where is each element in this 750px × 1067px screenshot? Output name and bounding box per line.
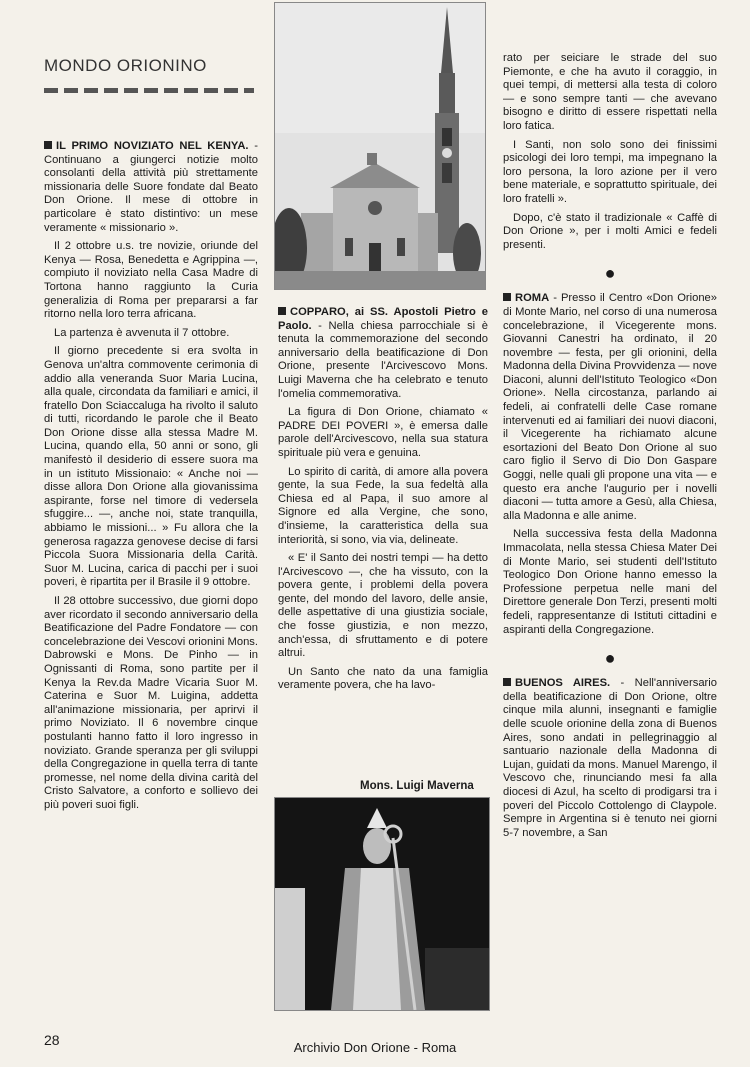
copparo-continued-2: I Santi, non solo sono dei finissimi psicologi dei loro tempi, ma impegnano la loro persona, la loro azione per il vero bene materiale, e soprattutto spirituale, dei loro fratelli ».	[503, 138, 717, 205]
kenya-paragraph-2: Il 2 ottobre u.s. tre novizie, oriunde del Kenya — Rosa, Benedetta e Agrippina —, compiuto il noviziato nella Casa Madre di Tortona hanno raggiunto la Curia generalizia di Roma per prepararsi a far ritorno nella loro terra africana.	[44, 240, 258, 321]
section-divider	[44, 88, 254, 93]
copparo-paragraph-4: « E' il Santo dei nostri tempi — ha detto l'Arcivescovo —, che ha vissuto, con la povera gente, i problemi della povera gente, del mondo del lavoro, delle ansie, delle aspettative di una giustizia sociale, che fosse giustizia, e non mezzo, anch'essa, di sfruttamento e di potere altrui.	[278, 552, 488, 660]
column-3	[503, 52, 717, 845]
kenya-lead: IL PRIMO NOVIZIATO NEL KENYA.	[56, 140, 249, 152]
kenya-paragraph-3: La partenza è avvenuta il 7 ottobre.	[54, 326, 230, 339]
kenya-paragraph-4: Il giorno precedente si era svolta in Genova un'altra commovente cerimonia di addio alla veneranda Suor Maria Lucina, alla quale, circondata da familiari e amici, il fratello Don Sciaccaluga ha rivolto il saluto di tutti, ricordando le parole che il Beato Don Orione disse alla stessa Madre M. Lucina, quando ella, 50 anni or sono, gli manifestò il desiderio di essere suora ma in un istituto Missionaio: « Anche noi — disse allora Don Orione alla giovanissima aspirante, forse nel timore di vedersela sfuggire... —, anche noi, state tranquilla, abbiamo le missioni... » Fu allora che la generosa ragazza genovese decise di farsi Piccola Suora Missionaria della Carità. Suor M. Lucina, carica di pacchi per i suoi poveri, è ripartita per il Brasile il 9 ottobre.	[44, 345, 258, 589]
kenya-paragraph-5: Il 28 ottobre successivo, due giorni dopo aver ricordato il secondo anniversario della Beatificazione del Padre Fondatore — con concelebrazione dei Vescovi orionini Mons. Dabrowski e Mons. De Pinho — in Ognissanti di Roma, sono partite per il Kenya la Rev.da Madre Vicaria Suor M. Caterina e Suor M. Luigina, addetta all'animazione missionaria, per aprirvi il primo Noviziato. Il 6 novembre cinque postulanti hanno fatto il loro ingresso in noviziato. Grande speranza per gli sviluppi della Congregazione in quella terra di tante promesse, nel nome della divina carità del Cristo Salvatore, a conforto e sollievo dei più poveri suoi figli.	[44, 595, 258, 811]
square-bullet-icon	[44, 141, 52, 149]
church-illustration	[275, 3, 485, 289]
roma-paragraph-2: Nella successiva festa della Madonna Immacolata, nella stessa Chiesa Mater Dei di Monte Mario, sei studenti dell'Istituto Teologico Don Orione hanno emesso la Professione perpetua nelle mani del Direttore generale Don Terzi, presenti molti fedeli, rappresentanze di Istituti cittadini e aspiranti della Congregazione.	[503, 528, 717, 636]
buenos-aires-lead: BUENOS AIRES.	[515, 677, 611, 690]
square-bullet-icon	[278, 307, 286, 315]
column-1	[44, 140, 258, 818]
buenos-aires-paragraph: BUENOS AIRES. - Nell'anniversario della beatificazione di Don Orione, oltre cinque mila alunni, insegnanti e famiglie delle scuole orionine della zona di Buenos Aires, sono andati in pellegrinaggio al santuario nazionale della Madonna di Lujan, guidati da mons. Manuel Marengo, il Vescovo che, rinunciando mesi fa alla diocesi di Azul, ha scelto di prodigarsi tra i poveri del Piccolo Cottolengo di Claypole. Sempre in Argentina si è tenuto nei giorni 5-7 novembre, a San	[503, 677, 717, 839]
page-number: 28	[44, 1032, 60, 1048]
copparo-paragraph-2: La figura di Don Orione, chiamato « PADRE DEI POVERI », è emersa dalle parole dell'Arcivescovo, nella sua statura spirituale più vera e genuina.	[278, 406, 488, 459]
roma-paragraph-1: ROMA - Presso il Centro «Don Orione» di Monte Mario, nel corso di una numerosa concelebrazione, il Vicegerente mons. Giovanni Canestri ha ordinato, il 20 novembre — festa, per gli orionini, della Madonna della Divina Provvidenza — nove Diaconi, alunni dell'Istituto Teologico «Don Orione». Nella circostanza, parlando ai fedeli, ai confratelli delle Case romane intervenuti ed ai familiari dei nuovi diaconi, il Vicegerente ha richiamato alcune esortazioni del Beato Don Orione al suo caro figlio il Servo di Dio Don Gaspare Goggi, nelle quali gli propone una vita — e questo era anche l'augurio per i novelli diaconi — tutta amore a Gesù, alla Chiesa, alla Madonna e alle anime.	[503, 292, 717, 522]
copparo-paragraph-1: COPPARO, ai SS. Apostoli Pietro e Paolo. - Nella chiesa parrocchiale si è tenuta la commemorazione del secondo anniversario della beatificazione di Don Orione, presente l'Arcivescovo Mons. Luigi Maverna che ha celebrato e tenuto l'omelia commemorativa.	[278, 306, 488, 400]
copparo-continued-3: Dopo, c'è stato il tradizionale « Caffè di Don Orione », per i molti Amici e fedeli presenti.	[503, 211, 717, 251]
square-bullet-icon	[503, 293, 511, 301]
square-bullet-icon	[503, 678, 511, 686]
archive-footer: Archivio Don Orione - Roma	[293, 1040, 457, 1055]
photo-caption: Mons. Luigi Maverna	[360, 780, 474, 792]
column-2	[278, 306, 488, 698]
bishop-illustration	[275, 798, 489, 1010]
copparo-lead: COPPARO, ai SS. Apostoli Pietro e Paolo.	[278, 306, 488, 332]
separator-dot-icon: ●	[604, 648, 616, 669]
copparo-continued-1: rato per seiciare le strade del suo Piemonte, e che ha avuto il coraggio, in quei tempi, di mettersi alla testa di coloro — e sono sempre tanti — che avevano bisogno e diritto di essere rispettati nella loro fatica.	[503, 52, 717, 132]
bishop-photo	[274, 797, 490, 1011]
copparo-paragraph-5: Un Santo che nato da una famiglia veramente povera, che ha lavo-	[278, 665, 488, 692]
copparo-paragraph-3: Lo spirito di carità, di amore alla povera gente, la sua Fede, la sua fedeltà alla Chiesa ed al Papa, il suo amore al Signore ed alla Vergine, che sono, d'insieme, la caratteristica della sua interiorità, si sono, via via, delineate.	[278, 465, 488, 546]
kenya-paragraph-1: IL PRIMO NOVIZIATO NEL KENYA. - Continuano a giungerci notizie molto consolanti della attività più strettamente missionaria delle Suore fondate dal Beato Don Orione. Il mese di ottobre in particolare è stato distintivo: un mese veramente « missionario ».	[44, 140, 258, 234]
church-photo	[274, 2, 486, 290]
roma-lead: ROMA	[515, 292, 550, 305]
separator-dot-icon: ●	[604, 263, 616, 284]
section-title: MONDO ORIONINO	[44, 56, 207, 75]
